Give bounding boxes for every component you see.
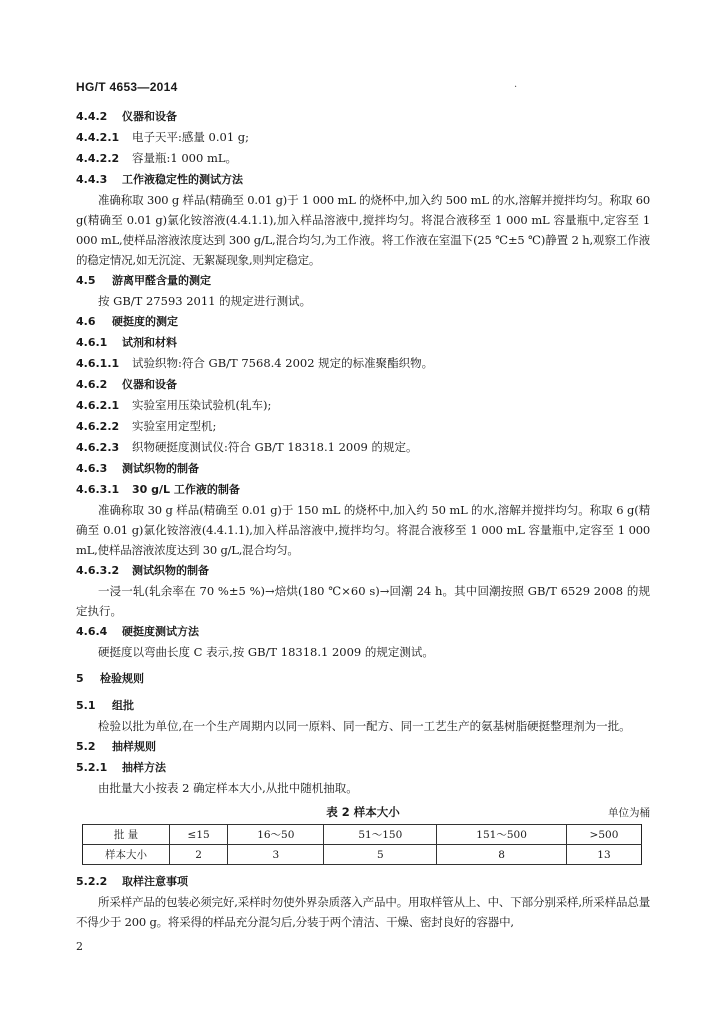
section-5-1: 5.1 组批 <box>76 699 134 712</box>
table-cell: 13 <box>566 845 641 865</box>
paragraph-5-1: 检验以批为单位,在一个生产周期内以同一原料、同一配方、同一工艺生产的氨基树脂硬挺整理剂为一批。 <box>98 719 631 733</box>
standard-header: HG/T 4653—2014 <box>76 80 178 94</box>
table-title: 表 2 样本大小 <box>326 805 400 819</box>
table-cell: ≤15 <box>170 825 228 845</box>
section-5-2-2: 5.2.2 取样注意事项 <box>76 875 188 888</box>
table-cell: 2 <box>170 845 228 865</box>
section-4-6-1: 4.6.1 试剂和材料 <box>76 336 177 349</box>
section-4-6-3: 4.6.3 测试织物的制备 <box>76 462 199 475</box>
table-cell: 16～50 <box>228 825 324 845</box>
item-4-4-2-1: 4.4.2.1 电子天平:感量 0.01 g; <box>76 130 250 144</box>
section-5: 5 检验规则 <box>76 672 144 685</box>
section-4-6-3-2: 4.6.3.2 测试织物的制备 <box>76 564 209 577</box>
table-cell: 151～500 <box>437 825 567 845</box>
section-4-6-2: 4.6.2 仪器和设备 <box>76 378 177 391</box>
table-cell: 5 <box>324 845 437 865</box>
table-unit: 单位为桶 <box>608 807 650 819</box>
table-cell: 51～150 <box>324 825 437 845</box>
document-body <box>76 106 650 932</box>
sample-size-table <box>82 824 642 865</box>
paragraph-5-2-2: 所采样产品的包装必须完好,采样时勿使外界杂质落入产品中。用取样管从上、中、下部分别采样,所采样品总量不得少于 200 g。将采得的样品充分混匀后,分装于两个清洁、干燥、密封良好的容器中, <box>76 895 650 929</box>
item-4-6-2-2: 4.6.2.2 实验室用定型机; <box>76 419 217 433</box>
table-cell: 样本大小 <box>83 845 170 865</box>
item-4-6-2-3: 4.6.2.3 织物硬挺度测试仪:符合 GB/T 18318.1 2009 的规定。 <box>76 440 418 454</box>
paragraph-4-6-4: 硬挺度以弯曲长度 C 表示,按 GB/T 18318.1 2009 的规定测试。 <box>98 645 434 659</box>
item-4-6-2-1: 4.6.2.1 实验室用压染试验机(轧车); <box>76 398 272 412</box>
table-row <box>83 825 642 845</box>
table-cell: >500 <box>566 825 641 845</box>
page-mark: · <box>514 82 518 93</box>
page-number: 2 <box>76 940 83 953</box>
table-caption-row <box>76 802 650 824</box>
table-cell: 8 <box>437 845 567 865</box>
table-row <box>83 845 642 865</box>
paragraph-4-6-3-2: 一浸一轧(轧余率在 70 %±5 %)→焙烘(180 ℃×60 s)→回潮 24 h。其中回潮按照 GB/T 6529 2008 的规定执行。 <box>76 584 650 618</box>
paragraph-5-2-1: 由批量大小按表 2 确定样本大小,从批中随机抽取。 <box>98 781 358 795</box>
section-4-6-4: 4.6.4 硬挺度测试方法 <box>76 625 199 638</box>
section-4-4-2: 4.4.2 仪器和设备 <box>76 110 177 123</box>
item-4-6-1-1: 4.6.1.1 试验织物:符合 GB/T 7568.4 2002 规定的标准聚酯织物。 <box>76 356 434 370</box>
section-4-4-3: 4.4.3 工作液稳定性的测试方法 <box>76 173 243 186</box>
section-5-2-1: 5.2.1 抽样方法 <box>76 761 166 774</box>
table-cell: 批 量 <box>83 825 170 845</box>
section-4-6: 4.6 硬挺度的测定 <box>76 315 178 328</box>
table-cell: 3 <box>228 845 324 865</box>
item-4-4-2-2: 4.4.2.2 容量瓶:1 000 mL。 <box>76 151 237 165</box>
paragraph-4-4-3: 准确称取 300 g 样品(精确至 0.01 g)于 1 000 mL 的烧杯中,加入约 500 mL 的水,溶解并搅拌均匀。称取 60 g(精确至 0.01 g)氯化铵溶液(4.4.1.1),加入样品溶液中,搅拌均匀。将混合液移至 1 000 mL 容量瓶中,定容至 1 000 mL,使样品溶液浓度达到 300 g/L,混合均匀,为工作液。将工作液在室温下(25 ℃±5 ℃)静置 2 h,观察工作液的稳定情况,如无沉淀、无絮凝现象,则判定稳定。 <box>76 193 650 267</box>
section-4-6-3-1: 4.6.3.1 30 g/L 工作液的制备 <box>76 483 240 496</box>
paragraph-4-5: 按 GB/T 27593 2011 的规定进行测试。 <box>98 294 312 308</box>
paragraph-4-6-3-1: 准确称取 30 g 样品(精确至 0.01 g)于 150 mL 的烧杯中,加入约 50 mL 的水,溶解并搅拌均匀。称取 6 g(精确至 0.01 g)氯化铵溶液(4.4.1.1),加入样品溶液中,搅拌均匀。将混合液移至 1 000 mL 容量瓶中,定容至 1 000 mL,使样品溶液浓度达到 30 g/L,混合均匀。 <box>76 503 650 557</box>
section-5-2: 5.2 抽样规则 <box>76 740 156 753</box>
section-4-5: 4.5 游离甲醛含量的测定 <box>76 274 211 287</box>
